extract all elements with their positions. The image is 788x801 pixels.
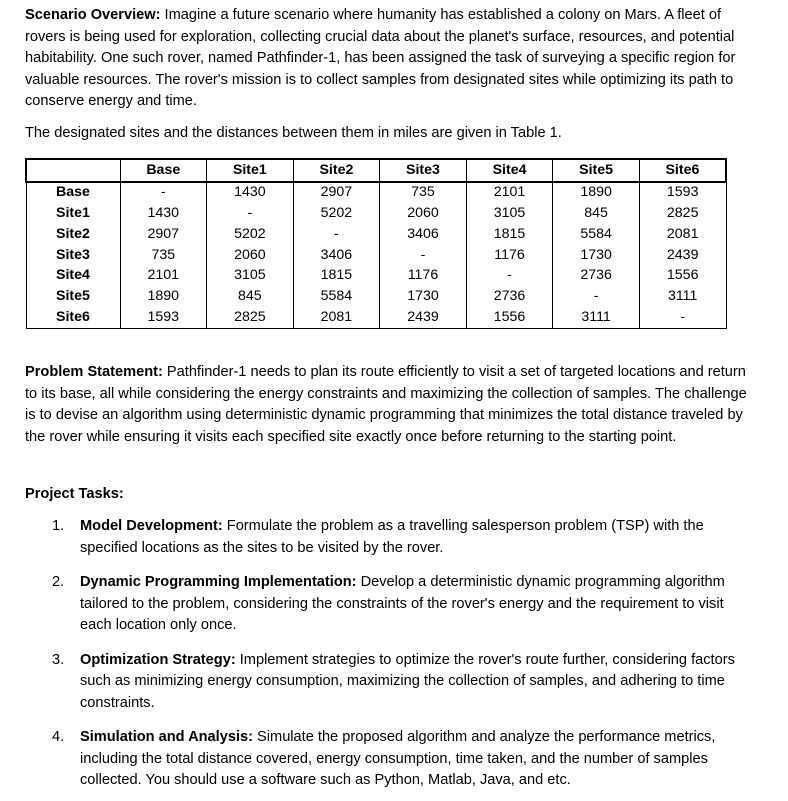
row-label: Site6 bbox=[26, 308, 120, 329]
table-cell: 1815 bbox=[466, 224, 553, 245]
table-cell: 3111 bbox=[639, 287, 726, 308]
task-title: Simulation and Analysis: bbox=[80, 729, 253, 745]
table-cell: 5584 bbox=[293, 287, 380, 308]
header-cell bbox=[26, 159, 120, 182]
table-cell: 845 bbox=[553, 204, 640, 225]
distance-table bbox=[25, 158, 727, 329]
table-cell: 5202 bbox=[207, 224, 294, 245]
row-label: Site5 bbox=[26, 287, 120, 308]
list-item bbox=[25, 727, 735, 792]
table-row bbox=[26, 182, 726, 204]
task-title: Optimization Strategy: bbox=[80, 651, 236, 668]
table-cell: 2060 bbox=[207, 245, 294, 266]
table-cell: 1556 bbox=[466, 308, 553, 329]
table-cell: 2060 bbox=[380, 204, 467, 225]
table-cell: 1176 bbox=[466, 245, 553, 266]
scenario-text: Imagine a future scenario where humanity has established a colony on Mars. A fleet of rovers is being used for exploration, collecting crucial data about the planet's surface, resources, and potential habitability. One such rover, named Pathfinder-1, has been assigned the task of surveying a specific region for valuable resources. The rover's mission is to collect samples from designated sites while optimizing its path to conserve energy and time. bbox=[25, 7, 736, 109]
table-cell: 2825 bbox=[207, 308, 294, 329]
row-label: Site4 bbox=[26, 266, 120, 287]
scenario-label: Scenario Overview: bbox=[25, 7, 161, 23]
header-cell: Base bbox=[120, 159, 207, 182]
table-cell: 5584 bbox=[553, 224, 640, 245]
table-cell: 3406 bbox=[293, 245, 380, 266]
row-label: Site3 bbox=[26, 245, 120, 266]
header-cell: Site4 bbox=[466, 159, 553, 182]
table-cell: 1730 bbox=[553, 245, 640, 266]
table-cell: - bbox=[120, 182, 207, 204]
table-cell: 2081 bbox=[293, 308, 380, 329]
task-title: Dynamic Programming Implementation: bbox=[80, 574, 357, 590]
table-cell: 1815 bbox=[293, 266, 380, 287]
table-cell: 1890 bbox=[120, 287, 207, 308]
header-cell: Site2 bbox=[293, 159, 380, 182]
table-intro: The designated sites and the distances between them in miles are given in Table 1. bbox=[25, 125, 562, 141]
table-cell: 1556 bbox=[639, 266, 726, 287]
table-cell: - bbox=[639, 308, 726, 329]
table-cell: - bbox=[466, 266, 553, 287]
task-text: Develop a deterministic dynamic programming algorithm tailored to the problem, considering the constraints of the rover's energy and the requirement to visit each location only once. bbox=[80, 574, 725, 633]
table-cell: 1176 bbox=[380, 266, 467, 287]
tasks-list bbox=[25, 513, 735, 792]
table-cell: 3105 bbox=[466, 204, 553, 225]
problem-text: Pathfinder-1 needs to plan its route efficiently to visit a set of targeted locations and return to its base, all while considering the energy constraints and maximizing the collection of samples. The challenge is to devise an algorithm using deterministic dynamic programming that minimizes the total distance traveled by the rover while ensuring it visits each specified site exactly once before returning to the starting point. bbox=[25, 364, 747, 445]
row-label: Base bbox=[26, 182, 120, 204]
problem-paragraph bbox=[25, 362, 755, 448]
table-cell: 2101 bbox=[466, 182, 553, 204]
list-item bbox=[25, 650, 735, 715]
table-header-row bbox=[26, 159, 726, 182]
table-cell: 2736 bbox=[466, 287, 553, 308]
task-number: 3. bbox=[52, 651, 65, 668]
scenario-paragraph bbox=[25, 5, 755, 113]
table-cell: 2825 bbox=[639, 204, 726, 225]
task-text: Implement strategies to optimize the rover's route further, considering factors such as minimizing energy consumption, maximizing the collection of samples, and adhering to time constraints. bbox=[80, 651, 735, 711]
table-row bbox=[26, 287, 726, 308]
table-cell: 3105 bbox=[207, 266, 294, 287]
header-cell: Site5 bbox=[553, 159, 640, 182]
table-row bbox=[26, 308, 726, 329]
problem-label: Problem Statement: bbox=[25, 364, 163, 380]
task-number: 2. bbox=[52, 574, 65, 590]
row-label: Site1 bbox=[26, 204, 120, 225]
table-cell: 2101 bbox=[120, 266, 207, 287]
table-cell: 5202 bbox=[293, 204, 380, 225]
list-item bbox=[25, 572, 735, 637]
task-number: 4. bbox=[52, 729, 65, 745]
table-cell: 2736 bbox=[553, 266, 640, 287]
table-cell: - bbox=[207, 204, 294, 225]
task-title: Model Development: bbox=[80, 518, 223, 534]
table-cell: 3111 bbox=[553, 308, 640, 329]
header-cell: Site3 bbox=[380, 159, 467, 182]
table-cell: - bbox=[553, 287, 640, 308]
table-row bbox=[26, 266, 726, 287]
table-cell: 1430 bbox=[207, 182, 294, 204]
table-row bbox=[26, 224, 726, 245]
table-cell: 1890 bbox=[553, 182, 640, 204]
row-label: Site2 bbox=[26, 224, 120, 245]
header-cell: Site6 bbox=[639, 159, 726, 182]
table-cell: - bbox=[293, 224, 380, 245]
tasks-heading: Project Tasks: bbox=[25, 486, 124, 502]
table-cell: 2907 bbox=[120, 224, 207, 245]
table-cell: 2439 bbox=[380, 308, 467, 329]
table-cell: 2439 bbox=[639, 245, 726, 266]
task-text: Formulate the problem as a travelling salesperson problem (TSP) with the specified locations as the sites to be visited by the rover. bbox=[80, 518, 704, 556]
table-cell: - bbox=[380, 245, 467, 266]
task-number: 1. bbox=[52, 518, 65, 534]
table-row bbox=[26, 245, 726, 266]
table-cell: 1593 bbox=[639, 182, 726, 204]
table-cell: 2081 bbox=[639, 224, 726, 245]
table-cell: 1730 bbox=[380, 287, 467, 308]
table-cell: 845 bbox=[207, 287, 294, 308]
table-row bbox=[26, 204, 726, 225]
header-cell: Site1 bbox=[207, 159, 294, 182]
table-cell: 735 bbox=[380, 182, 467, 204]
table-cell: 1430 bbox=[120, 204, 207, 225]
table-cell: 2907 bbox=[293, 182, 380, 204]
table-cell: 735 bbox=[120, 245, 207, 266]
table-cell: 3406 bbox=[380, 224, 467, 245]
table-cell: 1593 bbox=[120, 308, 207, 329]
list-item bbox=[25, 516, 735, 559]
task-text: Simulate the proposed algorithm and analyze the performance metrics, including the total distance covered, energy consumption, time taken, and the number of samples collected. You should use a software such as Python, Matlab, Java, and etc. bbox=[80, 729, 716, 788]
